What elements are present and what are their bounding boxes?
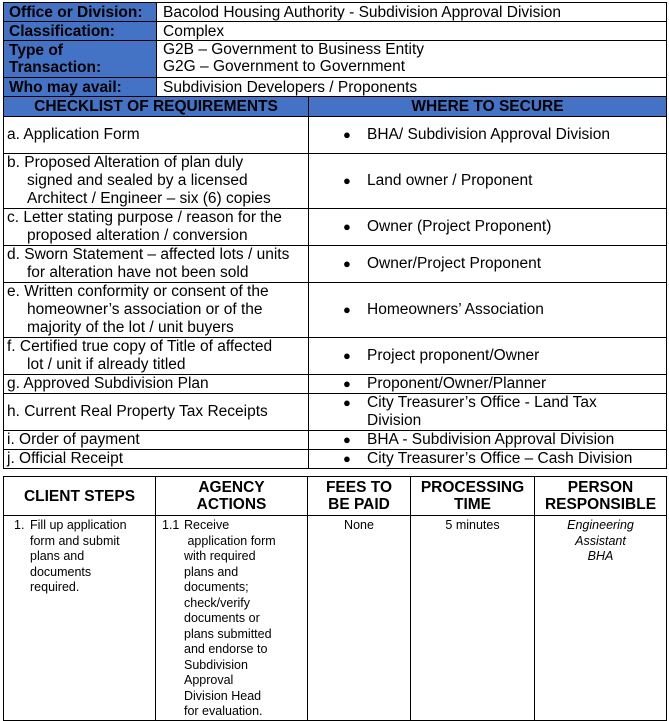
where-to-secure-line: City Treasurer’s Office – Cash Division: [367, 450, 633, 467]
requirement-item-line: g. Approved Subdivision Plan: [7, 375, 209, 392]
client-step-line: form and submit: [30, 533, 120, 548]
where-to-secure-text: [367, 126, 649, 144]
where-to-secure-text: [367, 394, 649, 430]
where-to-secure-text: [367, 431, 649, 449]
client-steps-header: CLIENT STEPS: [4, 477, 156, 516]
requirement-item-line: homeowner’s association or of the: [27, 301, 263, 318]
agency-action-text: [184, 518, 284, 720]
bullet-icon: ●: [343, 376, 351, 391]
processing-time-header: [411, 477, 535, 516]
requirement-item: [4, 394, 309, 431]
requirement-item-line: lot / unit if already titled: [27, 356, 186, 373]
requirement-row: [4, 450, 667, 469]
requirement-item: [4, 338, 309, 375]
requirement-row: [4, 375, 667, 394]
agency-action-line: for evaluation.: [184, 704, 263, 718]
transaction-row: [4, 41, 667, 78]
requirement-item-line: c. Letter stating purpose / reason for the: [7, 209, 282, 226]
agency-header-line2: ACTIONS: [196, 496, 267, 513]
where-to-secure: [309, 431, 667, 450]
bullet-icon: ●: [343, 256, 351, 271]
step-row: [4, 516, 667, 721]
person-header-line2: RESPONSIBLE: [544, 496, 657, 513]
requirement-item-line: proposed alteration / conversion: [27, 227, 248, 244]
office-row: [4, 3, 667, 22]
person-header-line1: PERSON: [567, 479, 634, 496]
classification-label: Classification:: [4, 22, 157, 41]
client-step-line: documents: [30, 564, 92, 579]
agency-action-line: Receive: [184, 518, 230, 532]
checklist-header: CHECKLIST OF REQUIREMENTS: [4, 97, 309, 117]
person-responsible-line: Engineering: [567, 518, 634, 532]
agency-action-line: documents;: [184, 580, 249, 594]
requirement-item-line: f. Certified true copy of Title of affected: [7, 338, 273, 355]
where-to-secure-line: Owner (Project Proponent): [367, 218, 552, 235]
where-to-secure-text: [367, 301, 649, 319]
requirement-item-line: b. Proposed Alteration of plan duly: [7, 154, 244, 171]
requirement-row: [4, 283, 667, 338]
where-to-secure-text: [367, 255, 649, 273]
where-to-secure: [309, 394, 667, 431]
fees-header-line1: FEES TO: [325, 479, 393, 496]
client-step-line: Fill up application: [30, 518, 127, 532]
fees-header-line2: BE PAID: [328, 496, 390, 513]
agency-action-line: plans submitted: [184, 626, 272, 641]
where-to-secure-line: Homeowners’ Association: [367, 301, 544, 318]
processing-time-cell: 5 minutes: [411, 516, 535, 721]
where-to-secure-line: Proponent/Owner/Planner: [367, 375, 547, 392]
fees-cell: None: [308, 516, 411, 721]
agency-action-line: Division Head: [184, 688, 262, 703]
where-to-secure: [309, 246, 667, 283]
bullet-icon: ●: [343, 395, 351, 410]
where-to-secure: [309, 117, 667, 154]
requirement-item-line: j. Official Receipt: [7, 450, 124, 467]
requirement-item-line: i. Order of payment: [7, 431, 140, 448]
office-value: Bacolod Housing Authority - Subdivision Approval Division: [157, 3, 667, 22]
client-step-line: plans and: [30, 549, 85, 563]
client-steps-table: [3, 476, 667, 721]
where-to-secure-line: Project proponent/Owner: [367, 347, 540, 364]
requirement-item-line: d. Sworn Statement – affected lots / units: [7, 246, 290, 263]
where-to-secure-text: [367, 375, 649, 393]
agency-action-line: plans and: [184, 564, 239, 579]
where-to-secure: [309, 338, 667, 375]
where-to-secure-text: [367, 450, 649, 468]
requirement-row: [4, 117, 667, 154]
requirement-row: [4, 246, 667, 283]
bullet-icon: ●: [343, 219, 351, 234]
agency-action-line: Subdivision: [184, 657, 248, 672]
transaction-label: [4, 41, 157, 78]
transaction-value: [157, 41, 667, 78]
agency-action-line: application form: [184, 533, 276, 548]
office-label: Office or Division:: [4, 3, 157, 22]
client-step-cell: [4, 516, 156, 721]
avail-value: Subdivision Developers / Proponents: [157, 78, 667, 97]
time-header-line2: TIME: [453, 496, 492, 513]
requirement-item-line: majority of the lot / unit buyers: [27, 319, 234, 336]
bullet-icon: ●: [343, 302, 351, 317]
agency-action-line: and endorse to: [184, 642, 268, 656]
where-to-secure-line: City Treasurer’s Office - Land Tax: [367, 394, 597, 411]
where-to-secure-line: Owner/Project Proponent: [367, 255, 542, 272]
bullet-icon: ●: [343, 432, 351, 447]
requirement-item-line: e. Written conformity or consent of the: [7, 283, 269, 300]
transaction-value-line1: G2B – Government to Business Entity: [163, 41, 425, 58]
avail-row: [4, 78, 667, 97]
requirement-item-line: for alteration have not been sold: [27, 264, 249, 281]
where-to-secure: [309, 375, 667, 394]
transaction-label-line2: Transaction:: [9, 59, 102, 76]
agency-action-cell: [156, 516, 308, 721]
where-to-secure: [309, 209, 667, 246]
requirement-item: [4, 375, 309, 394]
fees-header: [308, 477, 411, 516]
avail-label: Who may avail:: [4, 78, 157, 97]
agency-action-line: check/verify: [184, 595, 250, 610]
requirement-item: [4, 117, 309, 154]
requirement-row: [4, 338, 667, 375]
transaction-label-line1: Type of: [9, 42, 63, 59]
requirement-row: [4, 431, 667, 450]
where-header: WHERE TO SECURE: [309, 97, 667, 117]
where-to-secure: [309, 154, 667, 209]
classification-row: [4, 22, 667, 41]
requirement-row: [4, 209, 667, 246]
requirement-item-line: h. Current Real Property Tax Receipts: [7, 403, 268, 420]
agency-action-line: with required: [184, 549, 256, 563]
time-header-line1: PROCESSING: [420, 479, 525, 496]
where-to-secure-text: [367, 347, 649, 365]
where-to-secure-text: [367, 172, 649, 190]
agency-action-number: 1.1: [162, 518, 180, 532]
person-responsible-line: BHA: [587, 549, 614, 563]
where-to-secure-line: Division: [367, 412, 422, 429]
person-responsible-header: [535, 477, 667, 516]
bullet-icon: ●: [343, 348, 351, 363]
bullet-icon: ●: [343, 127, 351, 142]
requirement-item: [4, 246, 309, 283]
transaction-value-line2: G2G – Government to Government: [163, 58, 406, 75]
requirement-item-line: signed and sealed by a licensed: [27, 172, 248, 189]
requirement-item: [4, 154, 309, 209]
agency-action-line: Approval: [184, 673, 234, 687]
where-to-secure: [309, 450, 667, 469]
bullet-icon: ●: [343, 451, 351, 466]
requirement-row: [4, 394, 667, 431]
requirement-item: [4, 431, 309, 450]
agency-header-line1: AGENCY: [198, 479, 265, 496]
client-step-line: required.: [30, 580, 80, 594]
requirement-item: [4, 209, 309, 246]
requirement-item-line: a. Application Form: [7, 126, 140, 143]
where-to-secure-text: [367, 218, 649, 236]
where-to-secure: [309, 283, 667, 338]
requirement-item: [4, 450, 309, 469]
where-to-secure-line: BHA - Subdivision Approval Division: [367, 431, 615, 448]
person-responsible-line: Assistant: [575, 533, 626, 548]
requirement-row: [4, 154, 667, 209]
where-to-secure-line: Land owner / Proponent: [367, 172, 533, 189]
requirements-header-row: [4, 97, 667, 117]
agency-actions-header: [156, 477, 308, 516]
person-responsible-cell: [535, 516, 667, 721]
requirement-item-line: Architect / Engineer – six (6) copies: [27, 190, 271, 207]
service-info-table: [3, 2, 667, 97]
client-step-number: 1.: [14, 518, 25, 532]
requirements-table: [3, 96, 667, 469]
agency-action-line: documents or: [184, 611, 260, 625]
bullet-icon: ●: [343, 173, 351, 188]
client-step-text: [30, 518, 148, 596]
steps-header-row: [4, 477, 667, 516]
requirement-item: [4, 283, 309, 338]
classification-value: Complex: [157, 22, 667, 41]
where-to-secure-line: BHA/ Subdivision Approval Division: [367, 126, 610, 143]
